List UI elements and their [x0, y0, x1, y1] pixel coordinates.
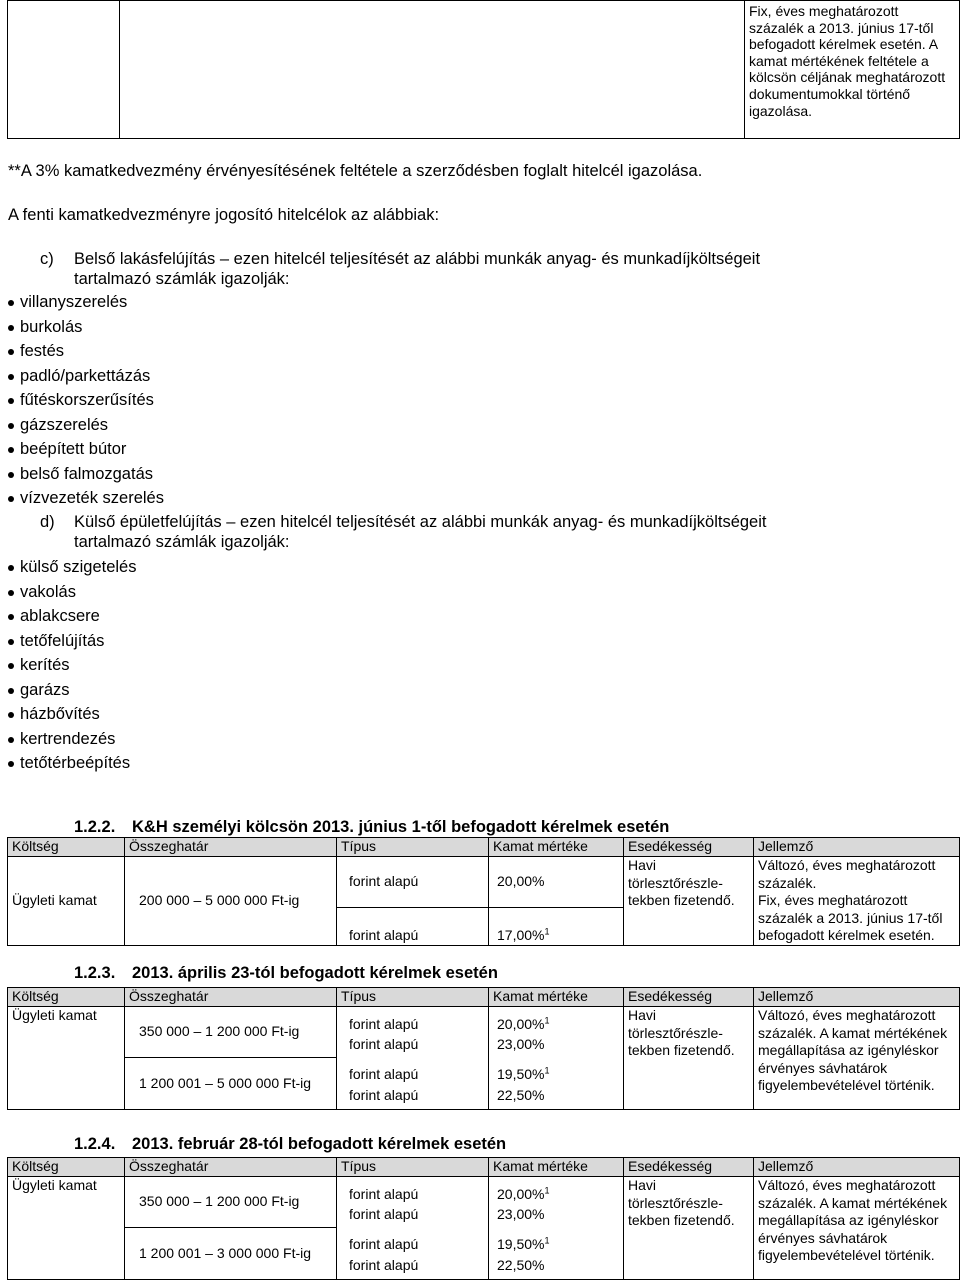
section-c-line2: tartalmazó számlák igazolják: [74, 270, 290, 288]
type-cell: forint alapú [337, 1253, 489, 1280]
intro-text: A fenti kamatkedvezményre jogosító hitelcélok az alábbiak: [8, 206, 440, 224]
rate-cell: 20,00% [489, 857, 624, 908]
heading-title: 2013. április 23-tól befogadott kérelmek esetén [132, 964, 498, 982]
top-cell-empty-1 [8, 1, 120, 139]
amount-cell: 350 000 ‒ 1 200 000 Ft-ig [125, 1007, 337, 1058]
rate-cell: 22,50% [489, 1253, 624, 1280]
section-d-label: d) [40, 513, 55, 531]
rate-cell [489, 1007, 624, 1034]
heading-number: 1.2.2. [74, 818, 116, 836]
char-cell: Változó, éves meghatározott százalék. A kamat mértékének megállapítása az igényléskor érvényes sávhatárok figyelembevételével történik. [754, 1177, 960, 1280]
col-header: Esedékesség [624, 1158, 754, 1177]
list-item: padló/parkettázás [8, 364, 164, 389]
amount-cell: 350 000 ‒ 1 200 000 Ft-ig [125, 1177, 337, 1228]
list-item: villanyszerelés [8, 290, 164, 315]
list-item: fűtéskorszerűsítés [8, 388, 164, 413]
top-cell-empty-2 [120, 1, 745, 139]
col-header: Kamat mértéke [489, 1158, 624, 1177]
top-cell-text: Fix, éves meghatározott százalék a 2013. június 17-től befogadott kérelmek esetén. A kamat mértékének feltétele a kölcsön céljának meghatározott dokumentumokkal történő igazolása. [745, 1, 960, 139]
rate-cell [489, 1177, 624, 1204]
col-header: Esedékesség [624, 838, 754, 857]
list-item: beépített bútor [8, 437, 164, 462]
table-header-row [8, 838, 960, 857]
char-text-1: Változó, éves meghatározott százalék. [758, 857, 936, 891]
table-row [8, 857, 960, 908]
col-header: Összeghatár [125, 838, 337, 857]
type-cell: forint alapú [337, 857, 489, 908]
type-cell: forint alapú [337, 908, 489, 946]
list-item: tetőfelújítás [8, 629, 136, 654]
list-item: garázs [8, 678, 136, 703]
col-header: Költség [8, 988, 125, 1007]
section-d-list [8, 555, 136, 776]
col-header: Összeghatár [125, 988, 337, 1007]
rate-footnote: 1 [544, 926, 550, 937]
section-c [40, 249, 760, 289]
due-cell: Havi törlesztőrészle-tekben fizetendő. [624, 857, 754, 946]
rate-cell [489, 908, 624, 946]
list-item: gázszerelés [8, 413, 164, 438]
heading-number: 1.2.4. [74, 1135, 116, 1153]
table-header-row [8, 988, 960, 1007]
heading-title: 2013. február 28-tól befogadott kérelmek esetén [132, 1135, 507, 1153]
col-header: Jellemző [754, 838, 960, 857]
rate-footnote: 1 [544, 1234, 550, 1245]
list-item: vakolás [8, 580, 136, 605]
heading-1-2-3 [74, 964, 498, 983]
col-header: Esedékesség [624, 988, 754, 1007]
list-item: festés [8, 339, 164, 364]
col-header: Kamat mértéke [489, 838, 624, 857]
section-d-line1: Külső épületfelújítás ‒ ezen hitelcél teljesítését az alábbi munkák anyag- és munkadíjköltségeit [74, 513, 767, 531]
col-header: Költség [8, 1158, 125, 1177]
rate-cell [489, 1227, 624, 1253]
type-cell: forint alapú [337, 1177, 489, 1204]
type-cell: forint alapú [337, 1033, 489, 1057]
rate-cell: 23,00% [489, 1203, 624, 1227]
list-item: burkolás [8, 315, 164, 340]
list-item: ablakcsere [8, 604, 136, 629]
char-text-2: Fix, éves meghatározott százalék a 2013. június 17-től befogadott kérelmek esetén. [758, 892, 943, 943]
list-item: kerítés [8, 653, 136, 678]
rate-footnote: 1 [544, 1064, 550, 1075]
section-d [40, 512, 766, 552]
heading-1-2-2 [74, 818, 669, 837]
due-cell: Havi törlesztőrészle-tekben fizetendő. [624, 1007, 754, 1110]
type-cell: forint alapú [337, 1057, 489, 1083]
list-item: kertrendezés [8, 727, 136, 752]
discount-note: **A 3% kamatkedvezmény érvényesítésének feltétele a szerződésben foglalt hitelcél igazolása. [8, 162, 703, 180]
heading-number: 1.2.3. [74, 964, 116, 982]
section-c-label: c) [40, 250, 54, 268]
amount-cell: 1 200 001 ‒ 5 000 000 Ft-ig [125, 1057, 337, 1110]
rate-footnote: 1 [544, 1014, 550, 1025]
rate-value: 20,00% [497, 1015, 545, 1032]
list-item: tetőtérbeépítés [8, 751, 136, 776]
cost-cell: Ügyleti kamat [8, 1177, 125, 1280]
rate-value: 20,00% [497, 1185, 545, 1202]
rate-footnote: 1 [544, 1184, 550, 1195]
rate-table-1 [7, 837, 960, 946]
cost-cell: Ügyleti kamat [8, 857, 125, 946]
col-header: Típus [337, 1158, 489, 1177]
char-cell [754, 857, 960, 946]
amount-cell: 1 200 001 ‒ 3 000 000 Ft-ig [125, 1227, 337, 1280]
col-header: Jellemző [754, 1158, 960, 1177]
rate-cell [489, 1057, 624, 1083]
section-c-list [8, 290, 164, 511]
section-c-line1: Belső lakásfelújítás ‒ ezen hitelcél teljesítését az alábbi munkák anyag- és munkadíjköltségeit [74, 250, 761, 268]
rate-table-2 [7, 987, 960, 1110]
table-row [8, 1007, 960, 1034]
amount-cell: 200 000 ‒ 5 000 000 Ft-ig [125, 857, 337, 946]
rate-value: 19,50% [497, 1235, 545, 1252]
list-item: házbővítés [8, 702, 136, 727]
table-row [8, 1177, 960, 1204]
type-cell: forint alapú [337, 1227, 489, 1253]
col-header: Költség [8, 838, 125, 857]
section-d-line2: tartalmazó számlák igazolják: [74, 533, 290, 551]
heading-1-2-4 [74, 1135, 506, 1154]
col-header: Kamat mértéke [489, 988, 624, 1007]
col-header: Típus [337, 988, 489, 1007]
list-item: külső szigetelés [8, 555, 136, 580]
top-table [7, 0, 960, 139]
cost-cell: Ügyleti kamat [8, 1007, 125, 1110]
due-cell: Havi törlesztőrészle-tekben fizetendő. [624, 1177, 754, 1280]
list-item: vízvezeték szerelés [8, 486, 164, 511]
rate-cell: 22,50% [489, 1083, 624, 1110]
type-cell: forint alapú [337, 1007, 489, 1034]
rate-value: 19,50% [497, 1065, 545, 1082]
col-header: Összeghatár [125, 1158, 337, 1177]
rate-cell: 23,00% [489, 1033, 624, 1057]
col-header: Jellemző [754, 988, 960, 1007]
char-cell: Változó, éves meghatározott százalék. A kamat mértékének megállapítása az igényléskor érvényes sávhatárok figyelembevételével történik. [754, 1007, 960, 1110]
table-header-row [8, 1158, 960, 1177]
rate-value: 17,00% [497, 927, 545, 943]
list-item: belső falmozgatás [8, 462, 164, 487]
col-header: Típus [337, 838, 489, 857]
rate-table-3 [7, 1157, 960, 1280]
type-cell: forint alapú [337, 1083, 489, 1110]
type-cell: forint alapú [337, 1203, 489, 1227]
heading-title: K&H személyi kölcsön 2013. június 1-től befogadott kérelmek esetén [132, 818, 670, 836]
